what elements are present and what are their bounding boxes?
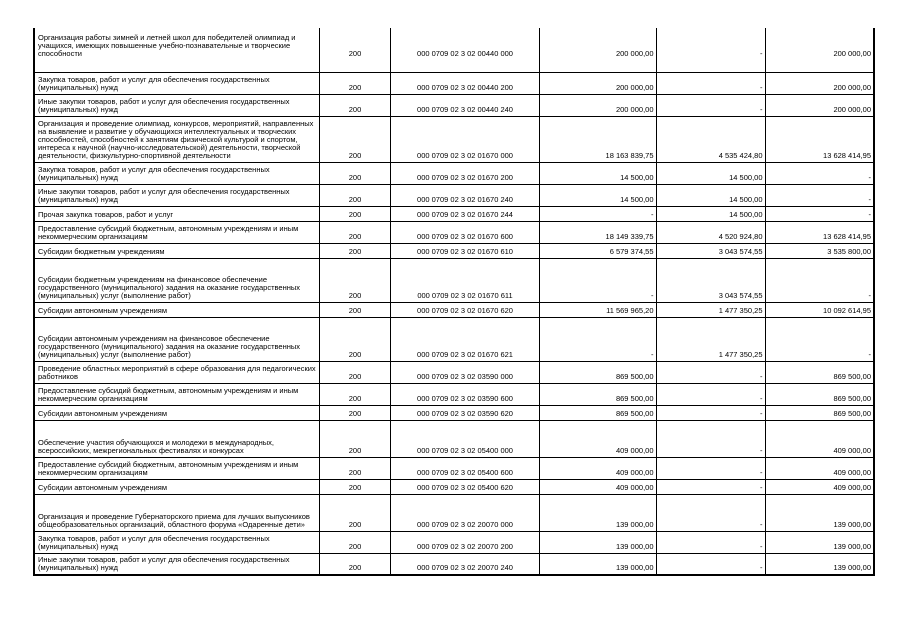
expense-type-code-cell: 200 [319, 361, 390, 383]
expense-type-code-cell: 200 [319, 72, 390, 94]
expense-type-code-cell: 200 [319, 457, 390, 479]
amount-col2-cell: - [656, 420, 765, 457]
amount-col3-cell: 139 000,00 [765, 553, 874, 575]
amount-col3-cell: - [765, 317, 874, 361]
amount-total-cell: 409 000,00 [539, 420, 656, 457]
budget-classification-code-cell: 000 0709 02 3 02 03590 600 [390, 383, 539, 405]
amount-col2-cell: 14 500,00 [656, 184, 765, 206]
expense-type-code-cell: 200 [319, 258, 390, 302]
amount-col3-cell: - [765, 162, 874, 184]
amount-col2-cell: 3 043 574,55 [656, 243, 765, 258]
expense-type-code-cell: 200 [319, 28, 390, 72]
amount-col2-cell: - [656, 361, 765, 383]
expenditure-name-cell: Предоставление субсидий бюджетным, автономным учреждениям и иным некоммерческим организациям [34, 383, 319, 405]
table-row [34, 302, 874, 317]
table-row [34, 258, 874, 302]
amount-total-cell: 139 000,00 [539, 531, 656, 553]
amount-total-cell: 139 000,00 [539, 494, 656, 531]
amount-total-cell: 200 000,00 [539, 28, 656, 72]
budget-classification-code-cell: 000 0709 02 3 02 01670 200 [390, 162, 539, 184]
amount-col2-cell: - [656, 72, 765, 94]
table-row [34, 162, 874, 184]
table-row [34, 221, 874, 243]
expenditure-name-cell: Проведение областных мероприятий в сфере образования для педагогических работников [34, 361, 319, 383]
budget-classification-code-cell: 000 0709 02 3 02 01670 620 [390, 302, 539, 317]
amount-col2-cell: - [656, 531, 765, 553]
amount-col2-cell: - [656, 383, 765, 405]
expense-type-code-cell: 200 [319, 479, 390, 494]
amount-col3-cell: 200 000,00 [765, 94, 874, 116]
budget-classification-code-cell: 000 0709 02 3 02 20070 240 [390, 553, 539, 575]
amount-col3-cell: 200 000,00 [765, 28, 874, 72]
table-row [34, 243, 874, 258]
table-row [34, 317, 874, 361]
amount-col3-cell: 869 500,00 [765, 405, 874, 420]
amount-total-cell: 14 500,00 [539, 162, 656, 184]
amount-col2-cell: 4 520 924,80 [656, 221, 765, 243]
amount-col3-cell: 139 000,00 [765, 494, 874, 531]
amount-total-cell: 409 000,00 [539, 479, 656, 494]
expense-type-code-cell: 200 [319, 317, 390, 361]
expenditure-name-cell: Предоставление субсидий бюджетным, автономным учреждениям и иным некоммерческим организациям [34, 457, 319, 479]
amount-col3-cell: 10 092 614,95 [765, 302, 874, 317]
expense-type-code-cell: 200 [319, 383, 390, 405]
expense-type-code-cell: 200 [319, 94, 390, 116]
table-row [34, 361, 874, 383]
table-row [34, 494, 874, 531]
amount-total-cell: 869 500,00 [539, 405, 656, 420]
budget-classification-code-cell: 000 0709 02 3 02 05400 000 [390, 420, 539, 457]
budget-classification-code-cell: 000 0709 02 3 02 01670 621 [390, 317, 539, 361]
table-row [34, 94, 874, 116]
expenditure-name-cell: Закупка товаров, работ и услуг для обеспечения государственных (муниципальных) нужд [34, 531, 319, 553]
amount-col3-cell: 3 535 800,00 [765, 243, 874, 258]
amount-col2-cell: 14 500,00 [656, 162, 765, 184]
amount-total-cell: 869 500,00 [539, 383, 656, 405]
expenditure-name-cell: Иные закупки товаров, работ и услуг для обеспечения государственных (муниципальных) нужд [34, 184, 319, 206]
amount-col2-cell: - [656, 479, 765, 494]
amount-total-cell: - [539, 317, 656, 361]
amount-col2-cell: - [656, 494, 765, 531]
budget-classification-code-cell: 000 0709 02 3 02 03590 000 [390, 361, 539, 383]
expense-type-code-cell: 200 [319, 420, 390, 457]
expenditure-name-cell: Субсидии автономным учреждениям на финансовое обеспечение государственного (муниципального) задания на оказание государственных (муниципальных) услуг (выполнение работ) [34, 317, 319, 361]
amount-total-cell: 200 000,00 [539, 94, 656, 116]
expenditure-name-cell: Прочая закупка товаров, работ и услуг [34, 206, 319, 221]
table-row [34, 420, 874, 457]
budget-classification-code-cell: 000 0709 02 3 02 01670 610 [390, 243, 539, 258]
amount-col2-cell: - [656, 28, 765, 72]
budget-classification-code-cell: 000 0709 02 3 02 03590 620 [390, 405, 539, 420]
amount-col3-cell: 869 500,00 [765, 361, 874, 383]
expenditure-name-cell: Иные закупки товаров, работ и услуг для обеспечения государственных (муниципальных) нужд [34, 94, 319, 116]
budget-classification-code-cell: 000 0709 02 3 02 01670 244 [390, 206, 539, 221]
expense-type-code-cell: 200 [319, 243, 390, 258]
amount-col3-cell: 139 000,00 [765, 531, 874, 553]
amount-col2-cell: - [656, 94, 765, 116]
amount-total-cell: 139 000,00 [539, 553, 656, 575]
budget-classification-code-cell: 000 0709 02 3 02 00440 200 [390, 72, 539, 94]
expense-type-code-cell: 200 [319, 302, 390, 317]
amount-col3-cell: - [765, 206, 874, 221]
expense-type-code-cell: 200 [319, 162, 390, 184]
table-row [34, 28, 874, 72]
budget-classification-code-cell: 000 0709 02 3 02 00440 240 [390, 94, 539, 116]
amount-col2-cell: 3 043 574,55 [656, 258, 765, 302]
expense-type-code-cell: 200 [319, 184, 390, 206]
amount-total-cell: 18 163 839,75 [539, 116, 656, 162]
expenditure-name-cell: Субсидии бюджетным учреждениям [34, 243, 319, 258]
expenditure-name-cell: Субсидии автономным учреждениям [34, 302, 319, 317]
amount-total-cell: - [539, 206, 656, 221]
amount-total-cell: 6 579 374,55 [539, 243, 656, 258]
budget-classification-code-cell: 000 0709 02 3 02 05400 620 [390, 479, 539, 494]
amount-col3-cell: 409 000,00 [765, 479, 874, 494]
expenditure-name-cell: Закупка товаров, работ и услуг для обеспечения государственных (муниципальных) нужд [34, 162, 319, 184]
table-row [34, 116, 874, 162]
amount-total-cell: 14 500,00 [539, 184, 656, 206]
amount-total-cell: - [539, 258, 656, 302]
amount-col2-cell: 14 500,00 [656, 206, 765, 221]
expenditure-name-cell: Организация и проведение Губернаторского приема для лучших выпускников общеобразовательных организаций, областного форума «Одаренные дети» [34, 494, 319, 531]
budget-classification-code-cell: 000 0709 02 3 02 00440 000 [390, 28, 539, 72]
amount-col2-cell: - [656, 553, 765, 575]
expenditure-name-cell: Закупка товаров, работ и услуг для обеспечения государственных (муниципальных) нужд [34, 72, 319, 94]
table-row [34, 457, 874, 479]
expenditure-name-cell: Предоставление субсидий бюджетным, автономным учреждениям и иным некоммерческим организациям [34, 221, 319, 243]
amount-col2-cell: - [656, 457, 765, 479]
expenditure-name-cell: Субсидии автономным учреждениям [34, 479, 319, 494]
amount-col3-cell: - [765, 184, 874, 206]
budget-classification-code-cell: 000 0709 02 3 02 20070 200 [390, 531, 539, 553]
amount-col3-cell: 409 000,00 [765, 457, 874, 479]
amount-total-cell: 869 500,00 [539, 361, 656, 383]
budget-classification-code-cell: 000 0709 02 3 02 01670 000 [390, 116, 539, 162]
amount-col3-cell: 200 000,00 [765, 72, 874, 94]
amount-col3-cell: 13 628 414,95 [765, 116, 874, 162]
expense-type-code-cell: 200 [319, 405, 390, 420]
budget-classification-code-cell: 000 0709 02 3 02 20070 000 [390, 494, 539, 531]
expenditure-name-cell: Иные закупки товаров, работ и услуг для обеспечения государственных (муниципальных) нужд [34, 553, 319, 575]
expense-type-code-cell: 200 [319, 494, 390, 531]
amount-col3-cell: - [765, 258, 874, 302]
amount-total-cell: 409 000,00 [539, 457, 656, 479]
expense-type-code-cell: 200 [319, 553, 390, 575]
budget-classification-code-cell: 000 0709 02 3 02 05400 600 [390, 457, 539, 479]
budget-expenditure-table [33, 28, 875, 576]
expenditure-name-cell: Организация и проведение олимпиад, конкурсов, мероприятий, направленных на выявление и развитие у обучающихся интеллектуальных и творческих способностей, способностей к занятиям физической культурой и спортом, интереса к научной (научно-исследовательской) деятельности, творческой деятельности, физкультурно-спортивной деятельности [34, 116, 319, 162]
amount-total-cell: 11 569 965,20 [539, 302, 656, 317]
budget-table-body [34, 28, 874, 575]
table-row [34, 553, 874, 575]
table-row [34, 72, 874, 94]
table-row [34, 531, 874, 553]
amount-col2-cell: 1 477 350,25 [656, 317, 765, 361]
expense-type-code-cell: 200 [319, 116, 390, 162]
budget-classification-code-cell: 000 0709 02 3 02 01670 600 [390, 221, 539, 243]
amount-total-cell: 200 000,00 [539, 72, 656, 94]
table-row [34, 206, 874, 221]
amount-col2-cell: - [656, 405, 765, 420]
amount-col3-cell: 409 000,00 [765, 420, 874, 457]
table-row [34, 405, 874, 420]
expenditure-name-cell: Субсидии автономным учреждениям [34, 405, 319, 420]
budget-classification-code-cell: 000 0709 02 3 02 01670 240 [390, 184, 539, 206]
table-row [34, 479, 874, 494]
amount-col2-cell: 1 477 350,25 [656, 302, 765, 317]
amount-col3-cell: 13 628 414,95 [765, 221, 874, 243]
expenditure-name-cell: Организация работы зимней и летней школ для победителей олимпиад и учащихся, имеющих повышенные учебно-познавательные и творческие способности [34, 28, 319, 72]
expense-type-code-cell: 200 [319, 531, 390, 553]
table-row [34, 184, 874, 206]
amount-total-cell: 18 149 339,75 [539, 221, 656, 243]
expense-type-code-cell: 200 [319, 206, 390, 221]
amount-col3-cell: 869 500,00 [765, 383, 874, 405]
expenditure-name-cell: Субсидии бюджетным учреждениям на финансовое обеспечение государственного (муниципального) задания на оказание государственных (муниципальных) услуг (выполнение работ) [34, 258, 319, 302]
amount-col2-cell: 4 535 424,80 [656, 116, 765, 162]
expenditure-name-cell: Обеспечение участия обучающихся и молодежи в международных, всероссийских, межрегиональных фестивалях и конкурсах [34, 420, 319, 457]
table-row [34, 383, 874, 405]
budget-classification-code-cell: 000 0709 02 3 02 01670 611 [390, 258, 539, 302]
expense-type-code-cell: 200 [319, 221, 390, 243]
